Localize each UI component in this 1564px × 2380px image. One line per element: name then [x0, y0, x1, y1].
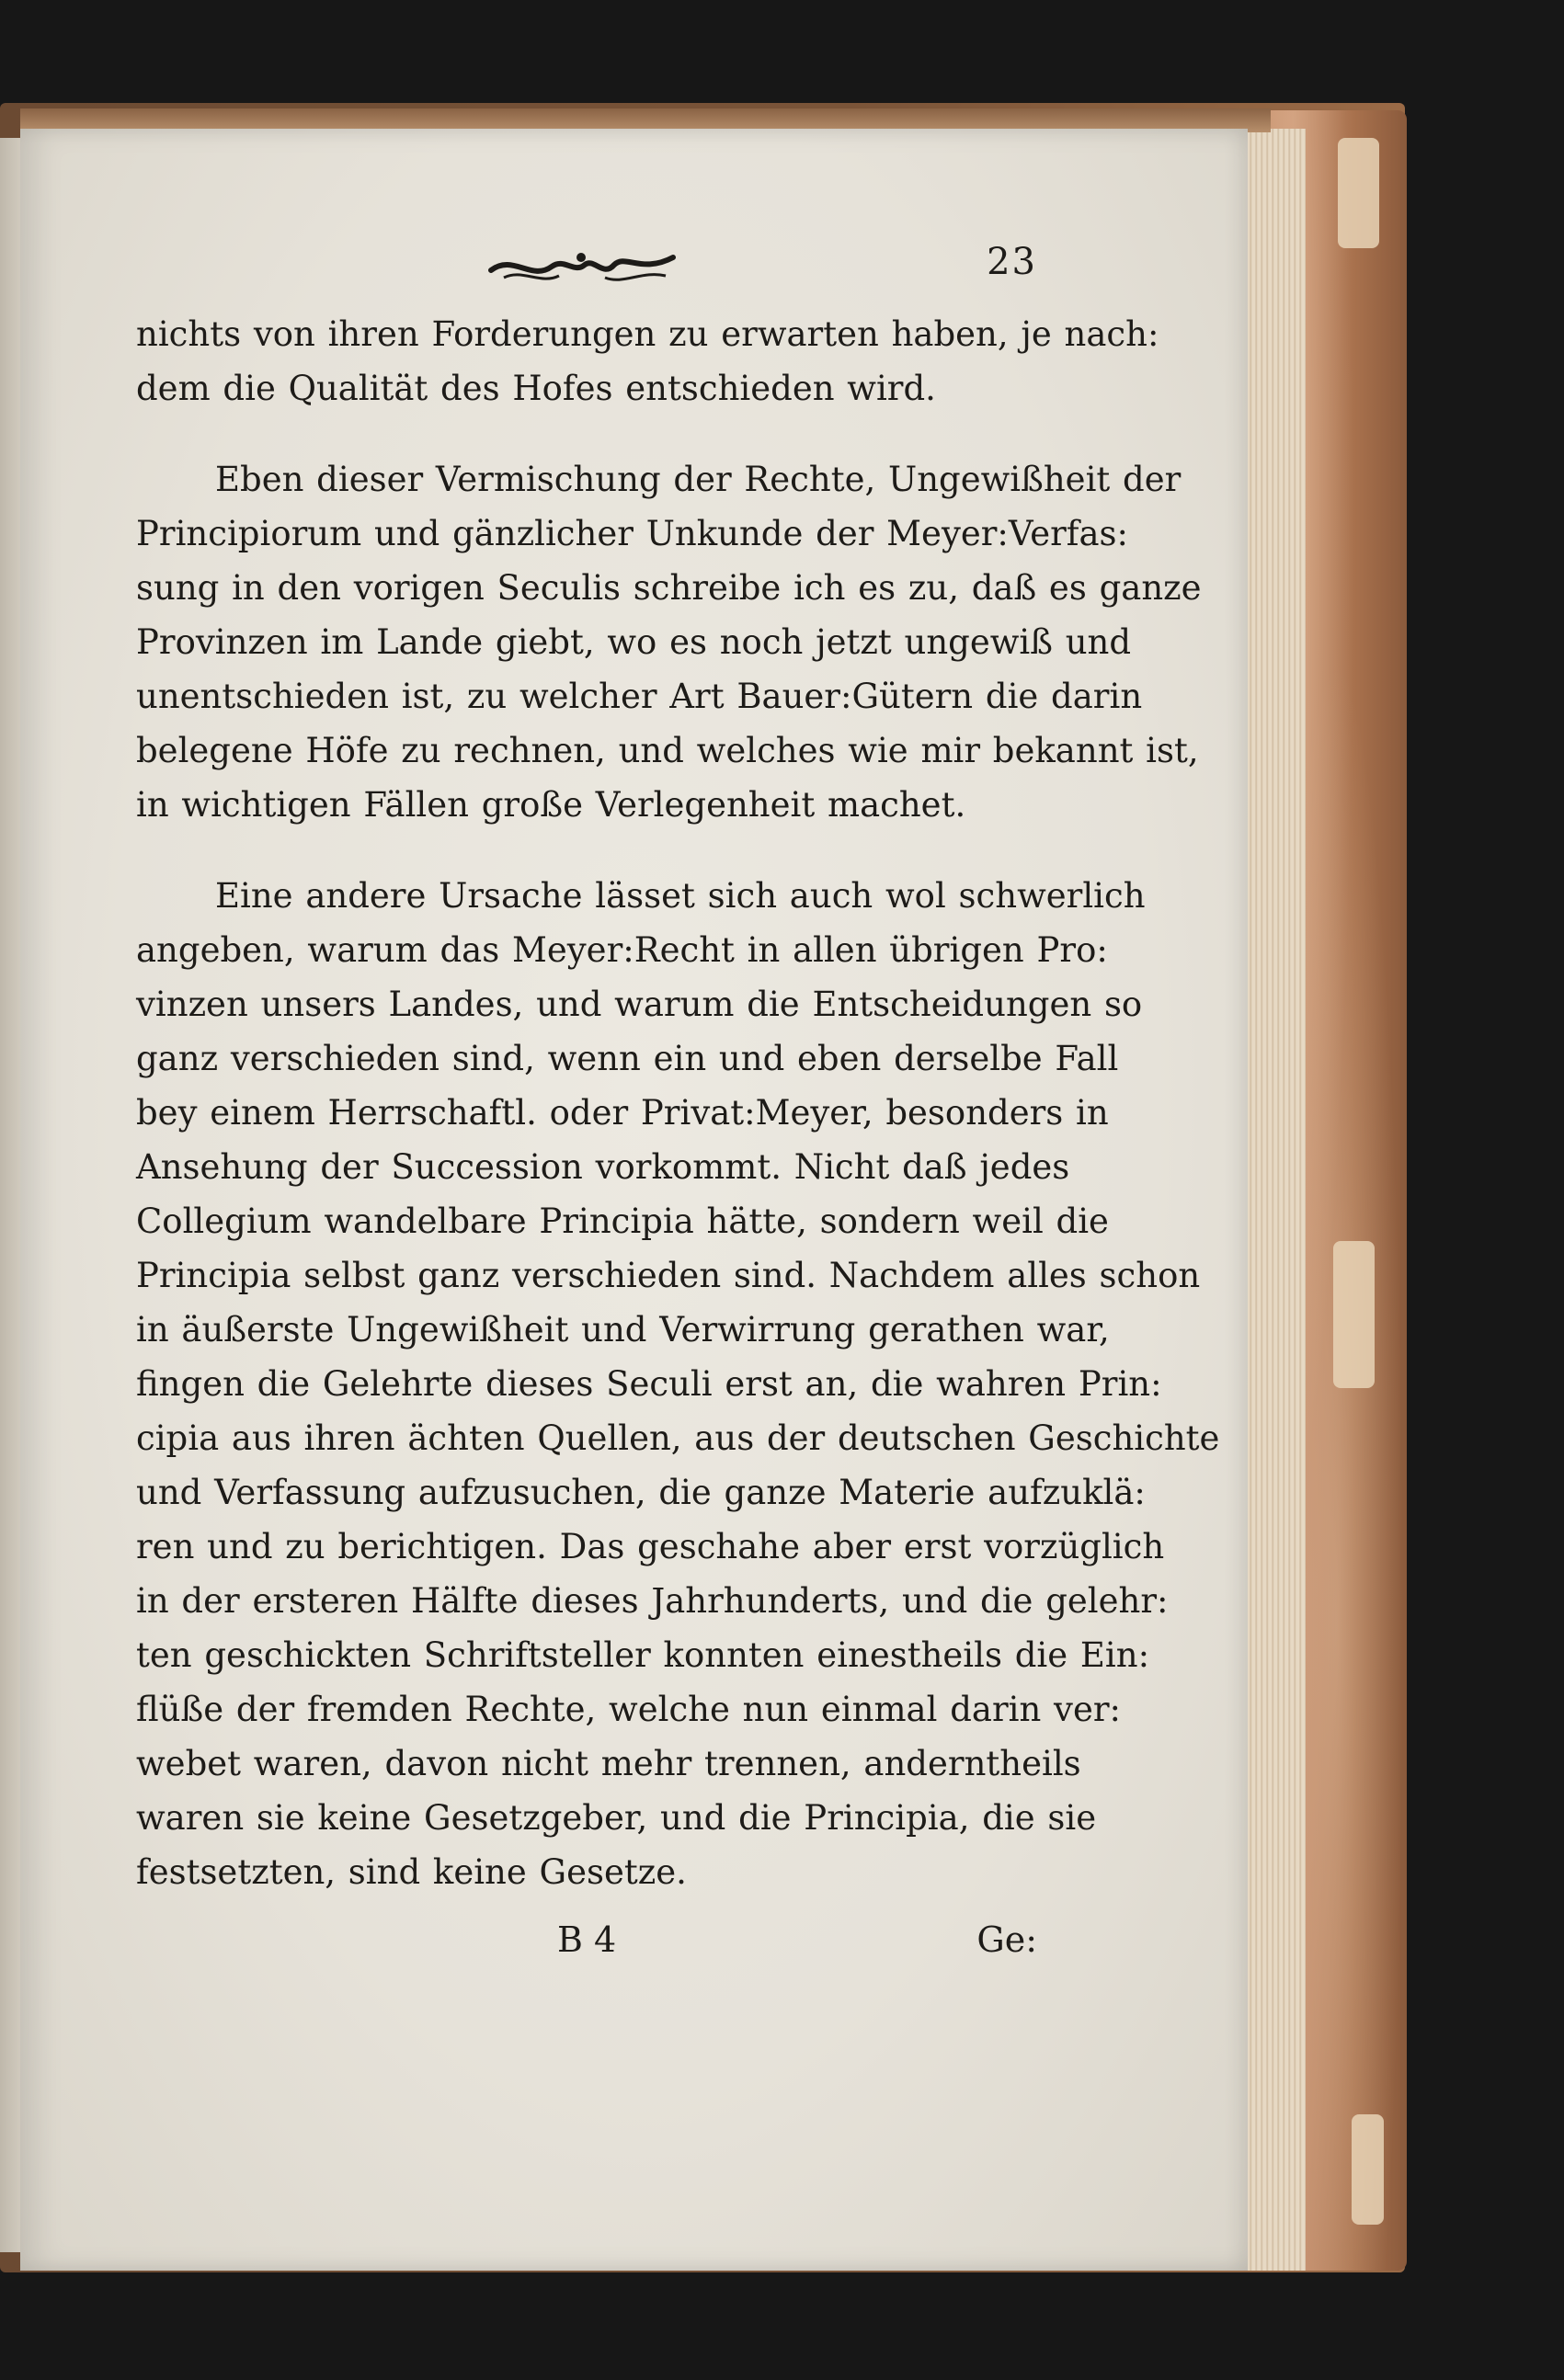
page-header [136, 228, 1046, 307]
page-footer [136, 1919, 1046, 1993]
cover-wear-mark [1338, 138, 1379, 248]
text-line: cipia aus ihren ächten Quellen, aus der deutschen Geschichte [136, 1418, 1220, 1458]
text-line: Ansehung der Succession vorkommt. Nicht daß jedes [136, 1147, 1070, 1187]
text-line: Eine andere Ursache lässet sich auch wol schwerlich [215, 876, 1146, 916]
paragraph [136, 452, 1202, 832]
signature-mark: B 4 [557, 1919, 617, 1960]
text-line: festsetzten, sind keine Gesetze. [136, 1852, 687, 1892]
text-line: Principia selbst ganz verschieden sind. Nachdem alles schon [136, 1256, 1201, 1295]
page-content [136, 228, 1220, 1993]
text-line: in äußerste Ungewißheit und Verwirrung gerathen war, [136, 1310, 1110, 1349]
headpiece-ornament-icon [485, 237, 679, 292]
text-line: ganz verschieden sind, wenn ein und eben derselbe Fall [136, 1039, 1119, 1078]
catchword: Ge: [976, 1919, 1037, 1960]
paragraph [136, 307, 1159, 416]
text-line: unentschieden ist, zu welcher Art Bauer:Gütern die darin [136, 677, 1143, 716]
text-line: und Verfassung aufzusuchen, die ganze Materie aufzuklä: [136, 1473, 1146, 1512]
text-line: belegene Höfe zu rechnen, und welches wie mir bekannt ist, [136, 731, 1199, 770]
cover-wear-mark [1333, 1241, 1375, 1388]
text-line: in der ersteren Hälfte dieses Jahrhunderts, und die gelehr: [136, 1581, 1169, 1621]
text-line: dem die Qualität des Hofes entschieden wird. [136, 369, 936, 408]
text-line: in wichtigen Fällen große Verlegenheit machet. [136, 785, 966, 825]
text-line: Collegium wandelbare Principia hätte, sondern weil die [136, 1201, 1109, 1241]
text-line: ren und zu berichtigen. Das geschahe aber erst vorzüglich [136, 1527, 1165, 1566]
text-line: sung in den vorigen Seculis schreibe ich es zu, daß es ganze [136, 568, 1202, 608]
text-line: Eben dieser Vermischung der Rechte, Ungewißheit der [215, 460, 1182, 499]
paragraph [136, 869, 1220, 1899]
text-line: ten geschickten Schriftsteller konnten einestheils die Ein: [136, 1635, 1150, 1675]
text-line: angeben, warum das Meyer:Recht in allen übrigen Pro: [136, 930, 1108, 970]
text-line: Provinzen im Lande giebt, wo es noch jetzt ungewiß und [136, 622, 1132, 662]
text-line: nichts von ihren Forderungen zu erwarten haben, je nach: [136, 314, 1159, 354]
text-line: webet waren, davon nicht mehr trennen, anderntheils [136, 1744, 1081, 1783]
page-block-edge [1241, 129, 1306, 2271]
cover-wear-mark [1352, 2114, 1384, 2225]
text-line: fingen die Gelehrte dieses Seculi erst an, die wahren Prin: [136, 1364, 1162, 1404]
text-line: flüße der fremden Rechte, welche nun einmal darin ver: [136, 1690, 1122, 1729]
page-number: 23 [987, 241, 1037, 283]
text-line: waren sie keine Gesetzgeber, und die Principia, die sie [136, 1798, 1097, 1838]
text-line: vinzen unsers Landes, und warum die Entscheidungen so [136, 985, 1143, 1024]
text-line: bey einem Herrschaftl. oder Privat:Meyer, besonders in [136, 1093, 1109, 1133]
text-line: Principiorum und gänzlicher Unkunde der Meyer:Verfas: [136, 514, 1129, 553]
